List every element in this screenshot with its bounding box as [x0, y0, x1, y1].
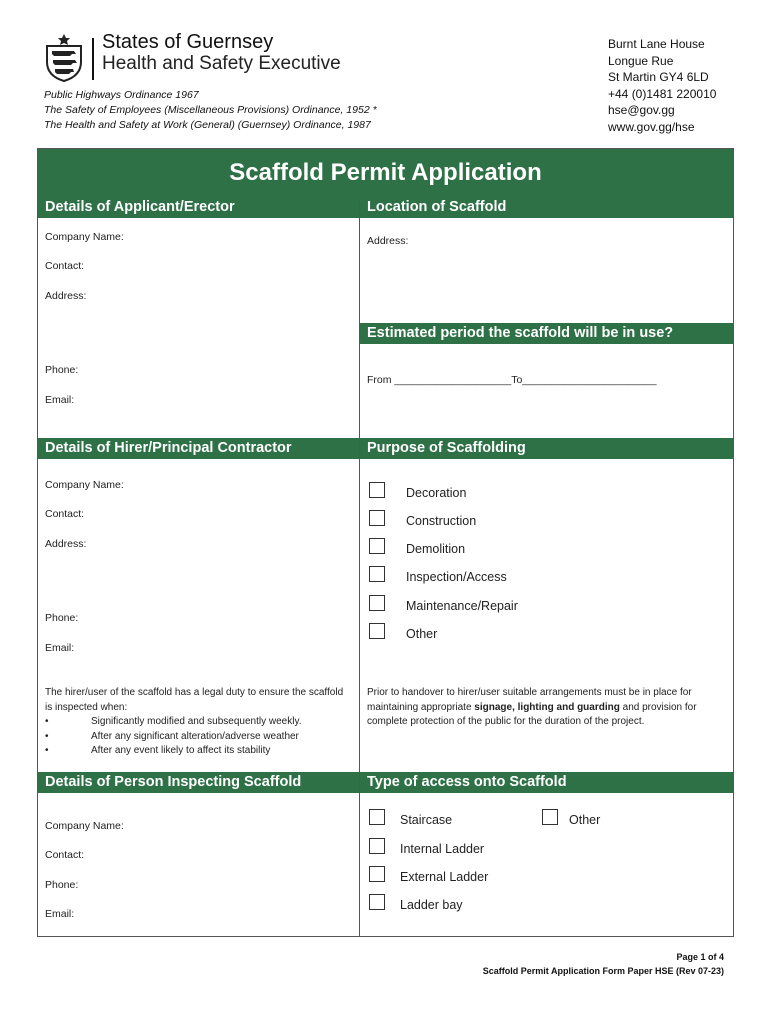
guernsey-crest-icon — [44, 32, 84, 82]
period-from-to-field[interactable]: From ____________________To_______________________ — [367, 374, 657, 386]
section-access-heading: Type of access onto Scaffold — [360, 772, 733, 793]
checkbox[interactable] — [369, 595, 385, 611]
section-period-heading: Estimated period the scaffold will be in use? — [360, 323, 733, 344]
applicant-phone-field[interactable]: Phone: — [45, 364, 79, 376]
option-label: Demolition — [406, 542, 466, 556]
inspection-duty-note — [45, 686, 350, 759]
phone-number: +44 (0)1481 220010 — [608, 86, 717, 101]
ordinance-line: Public Highways Ordinance 1967 — [44, 89, 199, 101]
handover-note: Prior to handover to hirer/user suitable arrangements must be in place for maintaining appropriate signage, lighting and guarding and provision for complete protection of the public for the duration of the project. — [367, 687, 697, 727]
purpose-option-inspection-access[interactable] — [369, 564, 507, 584]
section-purpose-heading: Purpose of Scaffolding — [360, 438, 733, 459]
logo — [44, 32, 341, 82]
handover-note-emphasis: signage, lighting and guarding — [474, 701, 620, 713]
hirer-email-field[interactable]: Email: — [45, 642, 75, 654]
bullet-icon: • — [45, 745, 49, 756]
website: www.gov.gg/hse — [608, 119, 695, 134]
hse-address — [608, 36, 716, 135]
checkbox[interactable] — [369, 566, 385, 582]
address-line: Burnt Lane House — [608, 37, 705, 51]
duty-item: • After any significant alteration/adverse weather — [45, 730, 350, 745]
option-label: Other — [406, 627, 438, 641]
purpose-option-construction[interactable] — [369, 508, 476, 528]
address-line: Longue Rue — [608, 53, 674, 68]
org-name: States of Guernsey — [102, 31, 274, 53]
duty-item: • Significantly modified and subsequently weekly. — [45, 715, 350, 730]
bullet-icon: • — [45, 716, 49, 727]
hirer-company-name-field[interactable]: Company Name: — [45, 479, 124, 491]
checkbox[interactable] — [369, 866, 385, 882]
inspector-phone-field[interactable]: Phone: — [45, 879, 79, 891]
bullet-icon: • — [45, 730, 49, 742]
ordinance-line: The Health and Safety at Work (General) (Guernsey) Ordinance, 1987 — [44, 119, 371, 131]
page-number: Page 1 of 4 — [676, 952, 724, 962]
purpose-option-demolition[interactable] — [369, 536, 465, 556]
access-option-other[interactable] — [542, 807, 600, 827]
access-option-ladder-bay[interactable] — [369, 892, 463, 912]
ordinance-line: The Safety of Employees (Miscellaneous Provisions) Ordinance, 1952 * — [44, 104, 377, 116]
email-address: hse@gov.gg — [608, 103, 675, 117]
location-address-field[interactable]: Address: — [367, 235, 409, 247]
purpose-option-other[interactable] — [369, 621, 437, 641]
checkbox[interactable] — [369, 894, 385, 910]
hirer-contact-field[interactable]: Contact: — [45, 508, 85, 520]
option-label: Decoration — [406, 486, 467, 500]
option-label: Internal Ladder — [400, 842, 485, 856]
hirer-address-field[interactable]: Address: — [45, 538, 87, 550]
column-divider — [359, 197, 360, 937]
section-applicant-heading: Details of Applicant/Erector — [38, 197, 359, 218]
checkbox[interactable] — [369, 838, 385, 854]
inspector-email-field[interactable]: Email: — [45, 908, 75, 920]
form-reference: Scaffold Permit Application Form Paper HSE (Rev 07-23) — [482, 966, 724, 976]
option-label: External Ladder — [400, 870, 489, 884]
access-option-staircase[interactable] — [369, 807, 452, 827]
applicant-company-name-field[interactable]: Company Name: — [45, 231, 124, 243]
purpose-option-maintenance-repair[interactable] — [369, 593, 518, 613]
page-header — [0, 0, 770, 148]
section-hirer-heading: Details of Hirer/Principal Contractor — [38, 438, 359, 459]
applicant-email-field[interactable]: Email: — [45, 394, 75, 406]
checkbox[interactable] — [369, 538, 385, 554]
page-footer — [483, 950, 724, 978]
section-location-heading: Location of Scaffold — [360, 197, 733, 218]
option-label: Construction — [406, 514, 477, 528]
option-label: Staircase — [400, 813, 453, 827]
form-title: Scaffold Permit Application — [38, 149, 733, 197]
org-subtitle: Health and Safety Executive — [102, 53, 341, 74]
access-option-external-ladder[interactable] — [369, 864, 488, 884]
option-label: Ladder bay — [400, 898, 463, 912]
option-label: Inspection/Access — [406, 570, 507, 584]
section-inspector-heading: Details of Person Inspecting Scaffold — [38, 772, 359, 793]
inspector-company-name-field[interactable]: Company Name: — [45, 820, 124, 832]
inspector-contact-field[interactable]: Contact: — [45, 849, 85, 861]
checkbox[interactable] — [542, 809, 558, 825]
checkbox[interactable] — [369, 809, 385, 825]
purpose-option-decoration[interactable] — [369, 480, 466, 500]
checkbox[interactable] — [369, 482, 385, 498]
option-label: Maintenance/Repair — [406, 599, 518, 613]
ordinances-list — [44, 88, 377, 133]
logo-divider — [92, 38, 94, 80]
hirer-phone-field[interactable]: Phone: — [45, 612, 79, 624]
address-line: St Martin GY4 6LD — [608, 70, 709, 84]
checkbox[interactable] — [369, 623, 385, 639]
checkbox[interactable] — [369, 510, 385, 526]
duty-item: • After any event likely to affect its stability — [45, 744, 350, 759]
access-option-internal-ladder[interactable] — [369, 836, 484, 856]
permit-form — [37, 148, 734, 937]
duty-intro: The hirer/user of the scaffold has a legal duty to ensure the scaffold is inspected when: — [45, 687, 344, 713]
applicant-address-field[interactable]: Address: — [45, 290, 87, 302]
applicant-contact-field[interactable]: Contact: — [45, 260, 85, 272]
option-label: Other — [569, 813, 601, 827]
